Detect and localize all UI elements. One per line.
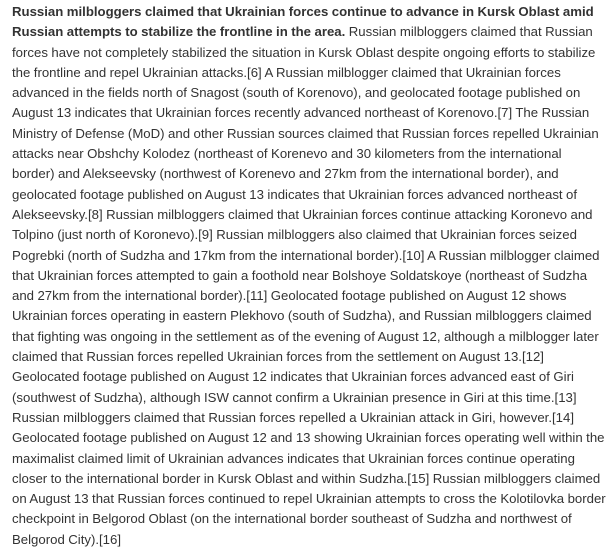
article-paragraph	[12, 2, 606, 550]
paragraph-lead-sentence: Russian milbloggers claimed that Ukrainian forces continue to advance in Kursk Oblast amid Russian attempts to stabilize the frontline in the area.	[12, 4, 594, 40]
paragraph-body: Russian milbloggers claimed that Russian forces have not completely stabilized the situation in Kursk Oblast despite ongoing efforts to stabilize the frontline and repel Ukrainian attacks.[6] A Russian milblogger claimed that Ukrainian forces advanced in the fields north of Snagost (south of Korenovo), and geolocated footage published on August 13 indicates that Ukrainian forces recently advanced northeast of Korenovo.[7] The Russian Ministry of Defense (MoD) and other Russian sources claimed that Russian forces repelled Ukrainian attacks near Obshchy Kolodez (northeast of Korenevo and 30 kilometers from the international border) and Alekseevsky (northwest of Korenevo and 27km from the international border), and geolocated footage published on August 13 indicates that Ukrainian forces advanced northeast of Alekseevsky.[8] Russian milbloggers claimed that Ukrainian forces continue attacking Koronevo and Tolpino (just north of Koronevo).[9] Russian milbloggers also claimed that Ukrainian forces seized Pogrebki (north of Sudzha and 17km from the international border).[10] A Russian milblogger claimed that Ukrainian forces attempted to gain a foothold near Bolshoye Soldatskoye (northeast of Sudzha and 27km from the international border).[11] Geolocated footage published on August 12 shows Ukrainian forces operating in eastern Plekhovo (south of Sudzha), and Russian milbloggers claimed that fighting was ongoing in the settlement as of the evening of August 12, although a milblogger later claimed that Russian forces repelled Ukrainian forces from the settlement on August 13.[12] Geolocated footage published on August 12 indicates that Ukrainian forces advanced east of Giri (southwest of Sudzha), although ISW cannot confirm a Ukrainian presence in Giri at this time.[13] Russian milbloggers claimed that Russian forces repelled a Ukrainian attack in Giri, however.[14] Geolocated footage published on August 12 and 13 showing Ukrainian forces operating well within the maximalist claimed limit of Ukrainian advances indicates that Ukrainian forces continue operating closer to the international border in Kursk Oblast and within Sudzha.[15] Russian milbloggers claimed on August 13 that Russian forces continued to repel Ukrainian attempts to cross the Kolotilovka border checkpoint in Belgorod Oblast (on the international border southeast of Sudzha and northwest of Belgorod City).[16]	[12, 24, 606, 547]
